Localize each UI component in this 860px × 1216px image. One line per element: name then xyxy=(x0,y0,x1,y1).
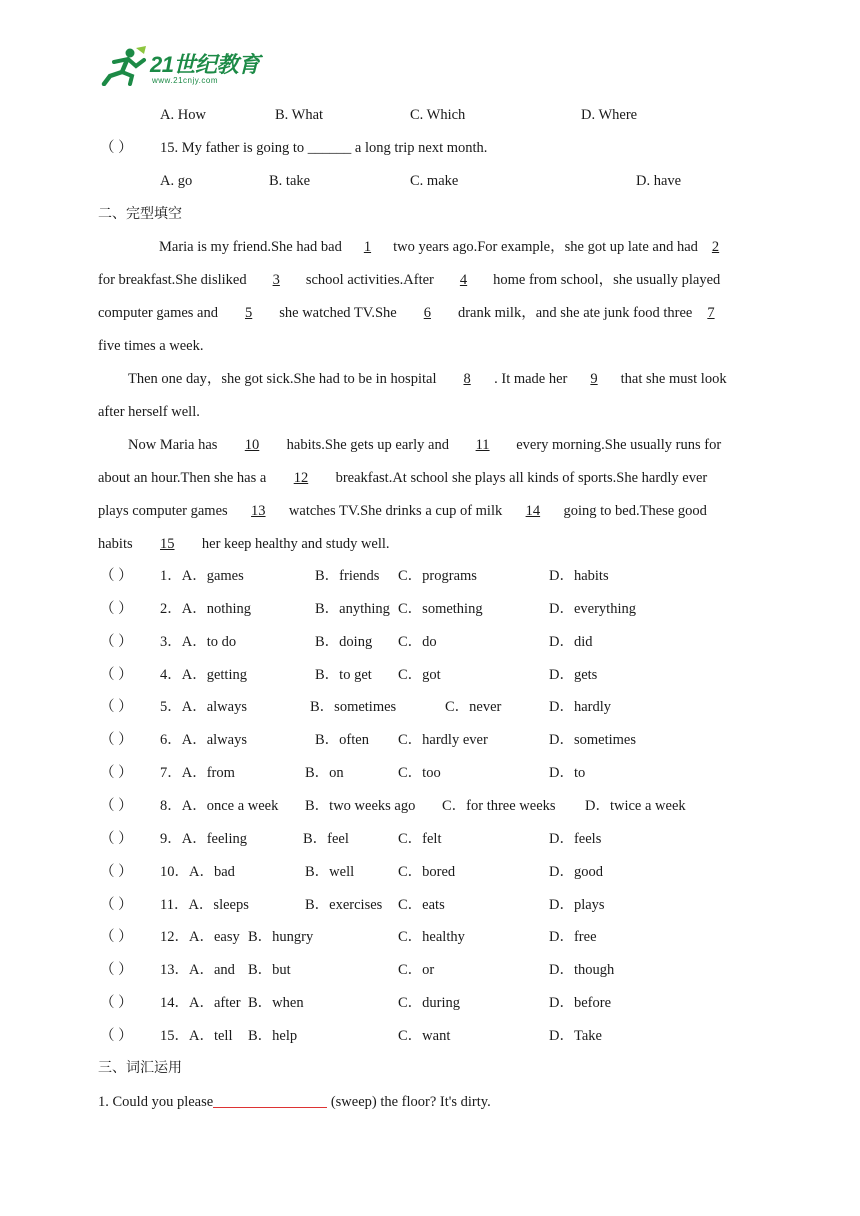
cloze-option-a: 8．A．once a week xyxy=(160,798,279,814)
answer-paren[interactable]: （ ） xyxy=(100,601,133,617)
blank-11: 11 xyxy=(475,437,490,453)
cloze-option-c: C．got xyxy=(398,667,441,683)
cloze-option-b: B．friends xyxy=(315,568,380,584)
cloze-option-d: D．plays xyxy=(549,897,605,913)
cloze-option-c: C．or xyxy=(398,962,435,978)
blank-3: 3 xyxy=(272,272,280,288)
answer-paren[interactable]: （ ） xyxy=(100,732,133,748)
q15-option-a: A. go xyxy=(160,173,193,189)
logo xyxy=(100,44,270,88)
passage-line xyxy=(98,501,707,521)
passage-text: school activities.After xyxy=(302,272,438,288)
answer-paren[interactable]: （ ） xyxy=(100,634,133,650)
cloze-option-a: 2．A．nothing xyxy=(160,601,252,617)
blank-13: 13 xyxy=(251,503,266,519)
answer-paren[interactable]: （ ） xyxy=(100,897,133,913)
passage-line xyxy=(98,270,720,290)
cloze-option-c: C．something xyxy=(398,601,483,617)
passage-text: habits.She gets up early and xyxy=(283,437,453,453)
answer-paren[interactable]: （ ） xyxy=(100,568,133,584)
cloze-option-a: 14．A．after xyxy=(160,995,241,1011)
answer-paren[interactable]: （ ） xyxy=(100,995,133,1011)
cloze-option-d: D．twice a week xyxy=(585,798,686,814)
passage-text: that she must look xyxy=(617,371,727,387)
answer-paren[interactable]: （ ） xyxy=(100,765,133,781)
cloze-option-b: B．often xyxy=(315,732,369,748)
cloze-option-a: 1．A．games xyxy=(160,568,244,584)
cloze-option-a: 15．A．tell xyxy=(160,1028,233,1044)
passage-line xyxy=(98,303,726,323)
cloze-option-b: B．two weeks ago xyxy=(305,798,416,814)
answer-paren[interactable]: （ ） xyxy=(100,962,133,978)
cloze-option-d: D．before xyxy=(549,995,612,1011)
cloze-option-b: B．anything xyxy=(315,601,390,617)
answer-paren[interactable]: （ ） xyxy=(100,667,133,683)
cloze-option-a: 13．A．and xyxy=(160,962,235,978)
blank-1: 1 xyxy=(363,239,372,255)
logo-text: 21世纪教育 xyxy=(150,52,260,77)
cloze-option-b: B．help xyxy=(248,1028,298,1044)
blank-2: 2 xyxy=(711,239,720,255)
cloze-option-b: B．doing xyxy=(315,634,373,650)
logo-url: www.21cnjy.com xyxy=(152,76,218,85)
cloze-option-b: B．hungry xyxy=(248,929,314,945)
passage-text: drank milk，and she ate junk food three xyxy=(454,305,696,321)
q14-option-b: B. What xyxy=(275,107,324,123)
cloze-option-c: C．do xyxy=(398,634,437,650)
passage-text: Then one day，she got sick.She had to be in hospital xyxy=(128,371,441,387)
answer-paren[interactable]: （ ） xyxy=(100,798,133,814)
cloze-option-d: D．everything xyxy=(549,601,636,617)
passage-text: . It made her xyxy=(494,371,572,387)
cloze-option-b: B．but xyxy=(248,962,291,978)
cloze-option-d: D．to xyxy=(549,765,586,781)
passage-text: she watched TV.She xyxy=(275,305,401,321)
blank-12: 12 xyxy=(293,470,309,486)
q15-option-b: B. take xyxy=(269,173,311,189)
cloze-option-a: 4．A．getting xyxy=(160,667,247,683)
cloze-option-c: C．too xyxy=(398,765,441,781)
cloze-option-a: 3．A．to do xyxy=(160,634,237,650)
cloze-option-d: D．hardly xyxy=(549,699,612,715)
passage-text: watches TV.She drinks a cup of milk xyxy=(285,503,506,519)
cloze-option-b: B．when xyxy=(248,995,304,1011)
passage-text: every morning.She usually runs for xyxy=(512,437,722,453)
q14-option-c: C. Which xyxy=(410,107,466,123)
q14-option-a: A. How xyxy=(160,107,206,123)
cloze-option-c: C．eats xyxy=(398,897,445,913)
answer-blank[interactable] xyxy=(213,1093,327,1108)
passage-line xyxy=(98,534,390,554)
cloze-option-b: B．well xyxy=(305,864,355,880)
cloze-option-d: D．sometimes xyxy=(549,732,636,748)
answer-paren[interactable]: （ ） xyxy=(100,1028,133,1044)
passage-text: habits xyxy=(98,536,137,552)
cloze-option-b: B．to get xyxy=(315,667,372,683)
passage-text: breakfast.At school she plays all kinds of sports.She hardly ever xyxy=(331,470,708,486)
passage-text: two years ago.For example，she got up late and had xyxy=(389,239,702,255)
vocab-question-1 xyxy=(98,1092,491,1112)
passage-text: for breakfast.She disliked xyxy=(98,272,251,288)
q15-option-d: D. have xyxy=(636,173,682,189)
cloze-option-c: C．never xyxy=(445,699,502,715)
passage-text: computer games and xyxy=(98,305,222,321)
q15-option-c: C. make xyxy=(410,173,459,189)
blank-6: 6 xyxy=(423,305,431,321)
cloze-option-c: C．want xyxy=(398,1028,451,1044)
passage-line xyxy=(128,369,727,389)
cloze-option-b: B．feel xyxy=(303,831,349,847)
cloze-option-a: 10．A．bad xyxy=(160,864,235,880)
answer-paren[interactable]: （ ） xyxy=(100,699,133,715)
passage-line xyxy=(159,237,730,257)
passage-text: Maria is my friend.She had bad xyxy=(159,239,346,255)
answer-paren[interactable]: （ ） xyxy=(100,140,133,156)
vocab-question-text: (sweep) the floor? It's dirty. xyxy=(327,1094,491,1110)
cloze-option-a: 11．A．sleeps xyxy=(160,897,249,913)
blank-5: 5 xyxy=(245,305,253,321)
runner-logo-icon xyxy=(100,46,148,86)
cloze-option-d: D．Take xyxy=(549,1028,602,1044)
blank-15: 15 xyxy=(160,536,175,552)
q14-option-d: D. Where xyxy=(581,107,638,123)
answer-paren[interactable]: （ ） xyxy=(100,831,133,847)
cloze-option-d: D．feels xyxy=(549,831,602,847)
section-heading-vocab: 三、词汇运用 xyxy=(98,1060,182,1076)
blank-8: 8 xyxy=(463,371,471,387)
cloze-option-d: D．gets xyxy=(549,667,598,683)
passage-line xyxy=(128,435,721,455)
passage-line: five times a week. xyxy=(98,338,204,354)
cloze-option-c: C．hardly ever xyxy=(398,732,488,748)
blank-7: 7 xyxy=(707,305,715,321)
cloze-option-c: C．during xyxy=(398,995,461,1011)
cloze-option-c: C．programs xyxy=(398,568,477,584)
answer-paren[interactable]: （ ） xyxy=(100,929,133,945)
cloze-option-b: B．exercises xyxy=(305,897,383,913)
blank-14: 14 xyxy=(525,503,541,519)
cloze-option-a: 7．A．from xyxy=(160,765,235,781)
blank-4: 4 xyxy=(459,272,468,288)
blank-9: 9 xyxy=(590,371,598,387)
passage-text: about an hour.Then she has a xyxy=(98,470,270,486)
cloze-option-d: D．free xyxy=(549,929,597,945)
passage-line: after herself well. xyxy=(98,404,200,420)
q15-stem: 15. My father is going to ______ a long trip next month. xyxy=(160,140,488,156)
passage-text: Now Maria has xyxy=(128,437,222,453)
passage-text: home from school，she usually played xyxy=(489,272,721,288)
cloze-option-d: D．good xyxy=(549,864,603,880)
passage-line xyxy=(98,468,707,488)
cloze-option-a: 12．A．easy xyxy=(160,929,240,945)
passage-text: going to bed.These good xyxy=(559,503,707,519)
vocab-question-text: 1. Could you please xyxy=(98,1094,214,1110)
cloze-option-c: C．felt xyxy=(398,831,442,847)
cloze-option-c: C．for three weeks xyxy=(442,798,556,814)
cloze-option-b: B．on xyxy=(305,765,344,781)
cloze-option-d: D．though xyxy=(549,962,615,978)
section-heading-cloze: 二、完型填空 xyxy=(98,206,182,222)
passage-text: her keep healthy and study well. xyxy=(198,536,390,552)
cloze-option-d: D．did xyxy=(549,634,593,650)
cloze-option-a: 5．A．always xyxy=(160,699,247,715)
cloze-option-a: 6．A．always xyxy=(160,732,247,748)
cloze-option-d: D．habits xyxy=(549,568,609,584)
blank-10: 10 xyxy=(244,437,260,453)
cloze-option-a: 9．A．feeling xyxy=(160,831,247,847)
cloze-option-c: C．healthy xyxy=(398,929,465,945)
cloze-option-b: B．sometimes xyxy=(310,699,397,715)
answer-paren[interactable]: （ ） xyxy=(100,864,133,880)
passage-text: plays computer games xyxy=(98,503,232,519)
cloze-option-c: C．bored xyxy=(398,864,456,880)
